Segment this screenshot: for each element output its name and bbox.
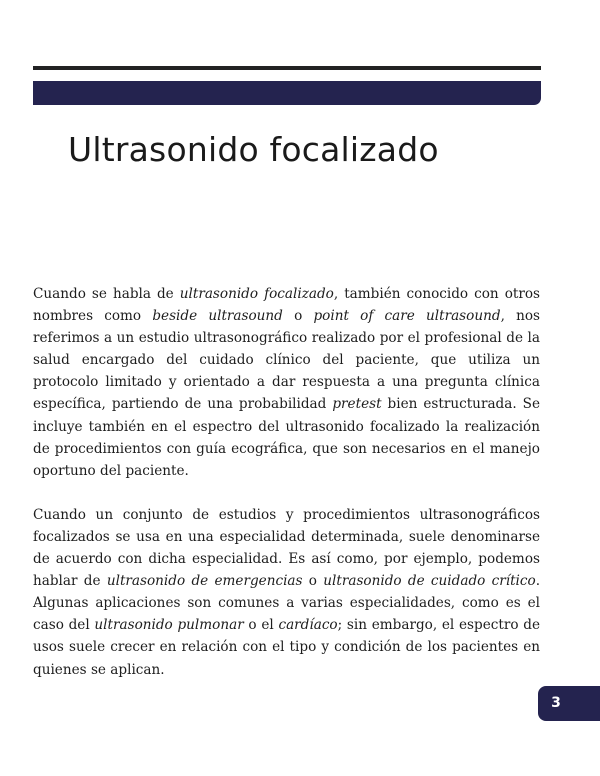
italic-text: ultrasonido de cuidado crítico: [323, 573, 536, 590]
italic-text: pretest: [332, 396, 382, 413]
text-run: , nos referimos a un estudio ultrasonográfico realizado por el profesional de la salud encargado del cuidado clínico del paciente, que utiliza un protocolo limitado y orientado a dar respuesta a una pregunta clínica específica, partiendo de una probabilidad: [33, 308, 540, 413]
italic-text: ultrasonido focalizado: [179, 286, 334, 302]
text-run: ; sin embargo, el espectro de usos suele crecer en relación con el tipo y condición de los pacientes en quienes se aplican.: [33, 617, 540, 678]
italic-text: point of care ultrasound: [313, 308, 501, 325]
page-number: 3: [551, 695, 561, 711]
chapter-title: Ultrasonido focalizado: [68, 130, 439, 169]
page-number-tab: [538, 686, 600, 721]
text-run: bien estructurada. Se incluye también en el espectro del ultrasonido focalizado la realización de procedimientos con guía ecográfica, que son necesarios en el manejo oportuno del paciente.: [33, 396, 541, 479]
text-run: o: [302, 573, 324, 590]
text-run: Cuando un conjunto de estudios y procedimientos ultrasonográficos focalizados se usa en una especialidad determinada, suele denominarse de acuerdo con dicha especialidad. Es así como, por ejemplo, podemos hablar de: [33, 506, 540, 590]
body-text: [33, 283, 540, 681]
header-band: [33, 81, 541, 105]
text-run: , también conocido con otros nombres como: [33, 286, 541, 325]
paragraph: [33, 283, 540, 482]
italic-text: ultrasonido de emergencias: [106, 573, 303, 590]
text-run: Cuando se habla de: [33, 286, 180, 302]
text-run: . Algunas aplicaciones son comunes a varias especialidades, como es el caso del: [33, 573, 541, 634]
paragraph: [33, 504, 540, 681]
italic-text: ultrasonido pulmonar: [94, 617, 244, 634]
italic-text: cardíaco: [278, 617, 338, 634]
italic-text: beside ultrasound: [152, 308, 283, 325]
text-run: o el: [243, 617, 279, 634]
header-top-rule: [33, 66, 541, 70]
text-run: o: [282, 308, 314, 325]
